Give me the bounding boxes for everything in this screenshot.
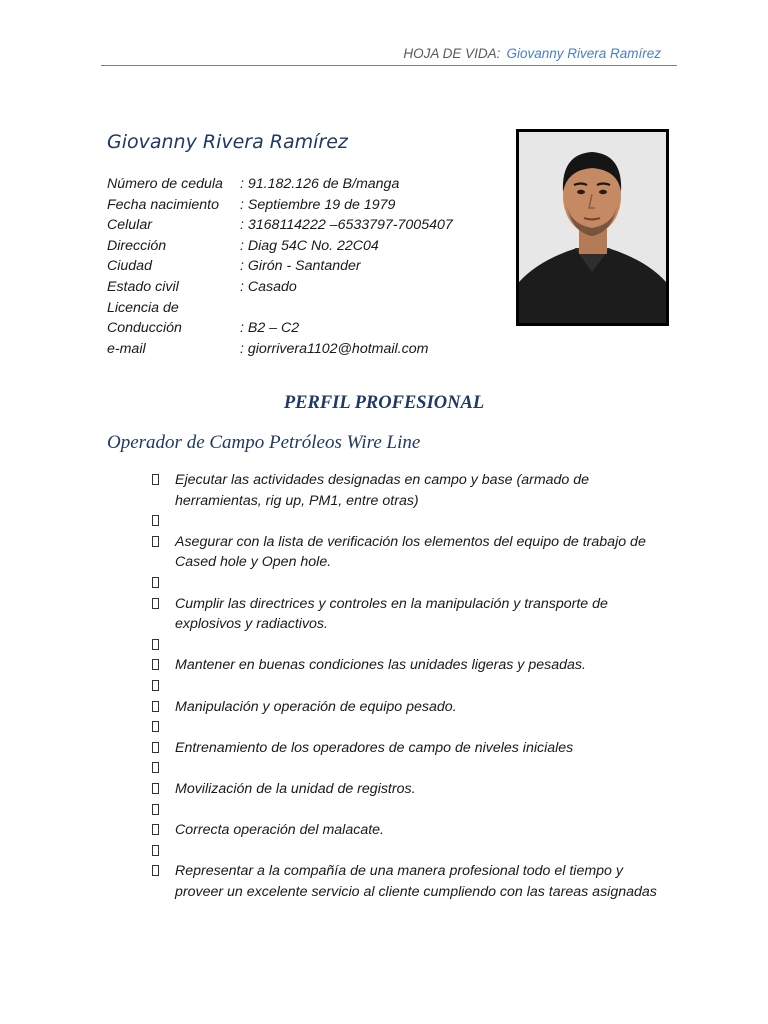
ciudad-value: : Girón - Santander bbox=[240, 258, 361, 275]
checkbox-bullet-icon bbox=[152, 474, 159, 485]
list-item bbox=[152, 738, 672, 759]
info-row-ciudad bbox=[107, 256, 507, 277]
profile-photo-image bbox=[519, 132, 666, 323]
checkbox-bullet-icon bbox=[152, 742, 159, 753]
info-row-direccion bbox=[107, 236, 507, 257]
duty-text: Movilización de la unidad de registros. bbox=[175, 780, 416, 797]
list-item bbox=[152, 655, 672, 676]
duty-text: Cumplir las directrices y controles en la manipulación y transporte de explosivos y radiactivos. bbox=[175, 595, 608, 633]
candidate-name: Giovanny Rivera Ramírez bbox=[107, 131, 348, 153]
info-row-estado bbox=[107, 277, 507, 298]
section-title: PERFIL PROFESIONAL bbox=[283, 393, 485, 413]
checkbox-bullet-icon bbox=[152, 536, 159, 547]
direccion-value: : Diag 54C No. 22C04 bbox=[240, 237, 379, 254]
nacimiento-label: Fecha nacimiento bbox=[107, 196, 219, 213]
checkbox-bullet-icon bbox=[152, 804, 159, 815]
empty-list-item bbox=[152, 511, 672, 532]
profile-photo bbox=[516, 129, 669, 326]
list-item bbox=[152, 594, 672, 635]
duty-text: Correcta operación del malacate. bbox=[175, 822, 384, 839]
header-name: Giovanny Rivera Ramírez bbox=[506, 46, 661, 61]
info-row-licencia-1 bbox=[107, 298, 507, 319]
duty-text: Asegurar con la lista de verificación los elementos del equipo de trabajo de Cased hole y Open hole. bbox=[175, 533, 646, 571]
personal-info bbox=[107, 174, 507, 359]
empty-list-item bbox=[152, 841, 672, 862]
checkbox-bullet-icon bbox=[152, 865, 159, 876]
duty-text: Representar a la compañía de una manera profesional todo el tiempo y proveer un excelente servicio al cliente cumpliendo con las tareas asignadas bbox=[175, 863, 657, 900]
ciudad-label: Ciudad bbox=[107, 258, 152, 275]
email-value: : giorrivera1102@hotmail.com bbox=[240, 340, 429, 357]
duty-text: Mantener en buenas condiciones las unidades ligeras y pesadas. bbox=[175, 657, 586, 674]
checkbox-bullet-icon bbox=[152, 639, 159, 650]
checkbox-bullet-icon bbox=[152, 515, 159, 526]
direccion-label: Dirección bbox=[107, 237, 167, 254]
empty-list-item bbox=[152, 635, 672, 656]
info-row-licencia-2 bbox=[107, 318, 507, 339]
checkbox-bullet-icon bbox=[152, 598, 159, 609]
info-row-nacimiento bbox=[107, 195, 507, 216]
checkbox-bullet-icon bbox=[152, 659, 159, 670]
list-item bbox=[152, 697, 672, 718]
job-title: Operador de Campo Petróleos Wire Line bbox=[107, 432, 421, 453]
checkbox-bullet-icon bbox=[152, 721, 159, 732]
info-row-cedula bbox=[107, 174, 507, 195]
estado-label: Estado civil bbox=[107, 278, 179, 295]
duty-text: Manipulación y operación de equipo pesado. bbox=[175, 698, 457, 715]
empty-list-item bbox=[152, 717, 672, 738]
celular-label: Celular bbox=[107, 217, 152, 234]
checkbox-bullet-icon bbox=[152, 783, 159, 794]
checkbox-bullet-icon bbox=[152, 845, 159, 856]
empty-list-item bbox=[152, 800, 672, 821]
empty-list-item bbox=[152, 573, 672, 594]
list-item bbox=[152, 779, 672, 800]
estado-value: : Casado bbox=[240, 278, 297, 295]
empty-list-item bbox=[152, 676, 672, 697]
duty-text: Ejecutar las actividades designadas en campo y base (armado de herramientas, rig up, PM1, entre otras) bbox=[175, 472, 590, 509]
licencia-value: : B2 – C2 bbox=[240, 320, 300, 337]
checkbox-bullet-icon bbox=[152, 577, 159, 588]
checkbox-bullet-icon bbox=[152, 762, 159, 773]
page-header bbox=[101, 46, 677, 66]
cedula-value: : 91.182.126 de B/manga bbox=[240, 176, 400, 192]
info-row-email bbox=[107, 339, 507, 360]
licencia-label-line1: Licencia de bbox=[107, 299, 179, 316]
cedula-label: Número de cedula bbox=[107, 176, 223, 192]
duties-list bbox=[152, 470, 672, 902]
checkbox-bullet-icon bbox=[152, 701, 159, 712]
licencia-label-line2: Conducción bbox=[107, 320, 182, 337]
list-item bbox=[152, 470, 672, 511]
nacimiento-value: : Septiembre 19 de 1979 bbox=[240, 196, 396, 213]
duty-text: Entrenamiento de los operadores de campo de niveles iniciales bbox=[175, 739, 574, 756]
list-item bbox=[152, 861, 672, 902]
email-label: e-mail bbox=[107, 340, 146, 357]
empty-list-item bbox=[152, 758, 672, 779]
checkbox-bullet-icon bbox=[152, 824, 159, 835]
checkbox-bullet-icon bbox=[152, 680, 159, 691]
list-item bbox=[152, 820, 672, 841]
header-prefix: HOJA DE VIDA: bbox=[403, 46, 501, 61]
list-item bbox=[152, 532, 672, 573]
info-row-celular bbox=[107, 215, 507, 236]
celular-value: : 3168114222 –6533797-7005407 bbox=[240, 217, 453, 234]
